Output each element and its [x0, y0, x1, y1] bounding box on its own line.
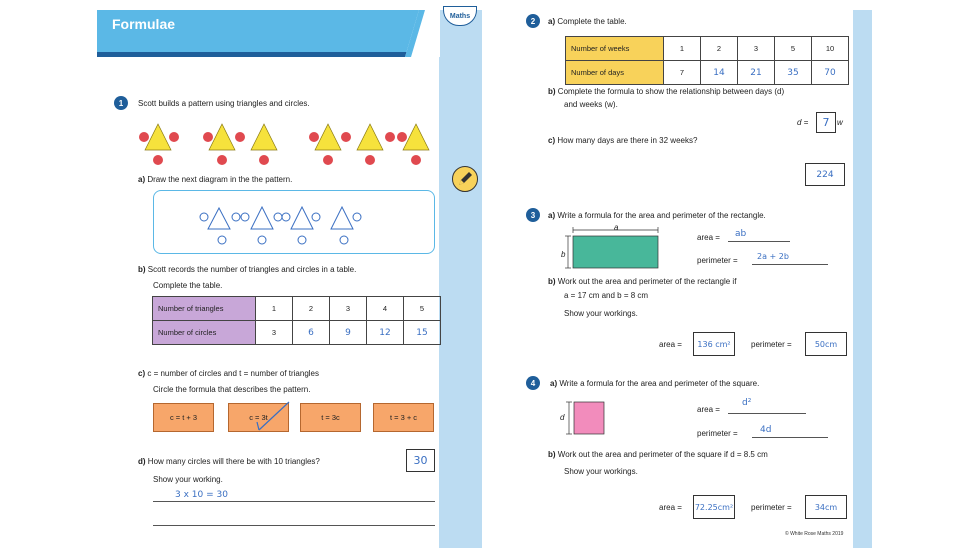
- formula-option-4[interactable]: t = 3 + c: [373, 403, 434, 432]
- check-mark: [255, 400, 291, 434]
- area-answer-sq[interactable]: d²: [742, 398, 752, 408]
- q4b-sub: Show your workings.: [564, 467, 638, 476]
- pattern-diagram: [136, 122, 436, 168]
- question-number-2: 2: [526, 14, 540, 28]
- area-answer-box-sq[interactable]: 72.25cm²: [693, 495, 735, 519]
- handwritten-drawing: [154, 191, 434, 253]
- q1c-text: c) c = number of circles and t = number of triangles: [138, 369, 319, 378]
- weeks-table: [565, 36, 849, 85]
- perimeter-answer-box-sq[interactable]: 34cm: [805, 495, 847, 519]
- area-line-sq: [728, 413, 806, 414]
- side-a-label: a: [614, 223, 619, 232]
- table-cell: 5: [775, 37, 812, 61]
- perimeter-label-sq-2: perimeter =: [751, 503, 792, 512]
- table-cell: 7: [664, 61, 701, 85]
- answer-box-days[interactable]: 224: [805, 163, 845, 186]
- perimeter-answer[interactable]: 2a + 2b: [757, 252, 789, 261]
- answer-box-circles[interactable]: 30: [406, 449, 435, 472]
- q1b-text: b) Scott records the number of triangles and circles in a table.: [138, 265, 357, 274]
- table-cell: 1: [256, 297, 293, 321]
- formula-answer-box[interactable]: 7: [816, 112, 836, 133]
- table-cell: 3: [256, 321, 293, 345]
- header-underline: [97, 52, 419, 57]
- row-header: Number of triangles: [153, 297, 256, 321]
- side-b-label: b: [561, 250, 566, 259]
- rectangle-diagram: [558, 222, 668, 272]
- q1a-text: a) Draw the next diagram in the the pattern.: [138, 175, 293, 184]
- triangles-table: [152, 296, 441, 345]
- question-number-4: 4: [526, 376, 540, 390]
- pattern-step-2: [203, 124, 277, 165]
- formula-option-3[interactable]: t = 3c: [300, 403, 361, 432]
- area-label: area =: [697, 233, 720, 242]
- q1c-sub: Circle the formula that describes the pattern.: [153, 385, 311, 394]
- drawing-answer-box[interactable]: [153, 190, 435, 254]
- answer-cell[interactable]: 12: [367, 321, 404, 345]
- q1-text: Scott builds a pattern using triangles and circles.: [138, 99, 310, 108]
- right-page-margin: [853, 10, 872, 548]
- row-header: Number of days: [566, 61, 664, 85]
- working-line-2: [153, 524, 435, 526]
- q2a-text: a) Complete the table.: [548, 17, 627, 26]
- table-cell: 1: [664, 37, 701, 61]
- pattern-step-3: [309, 124, 429, 165]
- answer-cell[interactable]: 14: [701, 61, 738, 85]
- formula-option-2[interactable]: c = 3t: [228, 403, 289, 432]
- formula-left: d =: [797, 118, 809, 127]
- pattern-step-1: [139, 124, 179, 165]
- header-corner: [405, 10, 440, 57]
- working-text: 3 x 10 = 30: [175, 490, 228, 500]
- formula-option-1[interactable]: c = t + 3: [153, 403, 214, 432]
- pencil-icon: [452, 166, 478, 192]
- copyright: © White Rose Maths 2019: [785, 531, 844, 537]
- answer-cell[interactable]: 70: [812, 61, 849, 85]
- answer-cell[interactable]: 21: [738, 61, 775, 85]
- table-cell: 2: [701, 37, 738, 61]
- q3b-text: b) Work out the area and perimeter of the rectangle if: [548, 277, 737, 286]
- page-title: Formulae: [112, 16, 176, 32]
- row-header: Number of circles: [153, 321, 256, 345]
- pencil-glyph: [456, 170, 474, 188]
- q3b-text2: a = 17 cm and b = 8 cm: [564, 291, 649, 300]
- table-cell: 2: [293, 297, 330, 321]
- area-label-sq-2: area =: [659, 503, 682, 512]
- perimeter-label-sq: perimeter =: [697, 429, 738, 438]
- question-number-3: 3: [526, 208, 540, 222]
- working-line-1: [153, 500, 435, 502]
- table-row: [153, 321, 441, 345]
- table-row: [153, 297, 441, 321]
- answer-cell[interactable]: 15: [404, 321, 441, 345]
- q4a-text: a) Write a formula for the area and perimeter of the square.: [550, 379, 760, 388]
- table-cell: 5: [404, 297, 441, 321]
- area-label-sq: area =: [697, 405, 720, 414]
- q1b-sub: Complete the table.: [153, 281, 223, 290]
- side-d-label: d: [560, 413, 565, 422]
- answer-cell[interactable]: 6: [293, 321, 330, 345]
- area-label-2: area =: [659, 340, 682, 349]
- q3b-sub: Show your workings.: [564, 309, 638, 318]
- q2b-text: b) Complete the formula to show the relationship between days (d): [548, 87, 785, 96]
- table-cell: 4: [367, 297, 404, 321]
- left-page-margin: [439, 10, 482, 548]
- q1d-text: d) How many circles will there be with 10 triangles?: [138, 457, 320, 466]
- formula-right: w: [837, 118, 843, 127]
- row-header: Number of weeks: [566, 37, 664, 61]
- logo-text: Maths: [449, 12, 471, 20]
- q1d-sub: Show your working.: [153, 475, 223, 484]
- answer-cell[interactable]: 35: [775, 61, 812, 85]
- table-cell: 10: [812, 37, 849, 61]
- q3a-text: a) Write a formula for the area and perimeter of the rectangle.: [548, 211, 766, 220]
- perimeter-line: [752, 264, 828, 265]
- area-answer-box[interactable]: 136 cm²: [693, 332, 735, 356]
- perimeter-answer-box[interactable]: 50cm: [805, 332, 847, 356]
- perimeter-line-sq: [752, 437, 828, 438]
- q2c-text: c) How many days are there in 32 weeks?: [548, 136, 698, 145]
- perimeter-label-2: perimeter =: [751, 340, 792, 349]
- area-line: [728, 241, 790, 242]
- table-cell: 3: [330, 297, 367, 321]
- table-row: [566, 37, 849, 61]
- question-number-1: 1: [114, 96, 128, 110]
- perimeter-answer-sq[interactable]: 4d: [760, 425, 772, 435]
- table-cell: 3: [738, 37, 775, 61]
- square-diagram: [566, 400, 606, 438]
- perimeter-label: perimeter =: [697, 256, 738, 265]
- q4b-text: b) Work out the area and perimeter of the square if d = 8.5 cm: [548, 450, 768, 459]
- q2b-text2: and weeks (w).: [564, 100, 618, 109]
- area-answer[interactable]: ab: [735, 229, 747, 239]
- table-row: [566, 61, 849, 85]
- answer-cell[interactable]: 9: [330, 321, 367, 345]
